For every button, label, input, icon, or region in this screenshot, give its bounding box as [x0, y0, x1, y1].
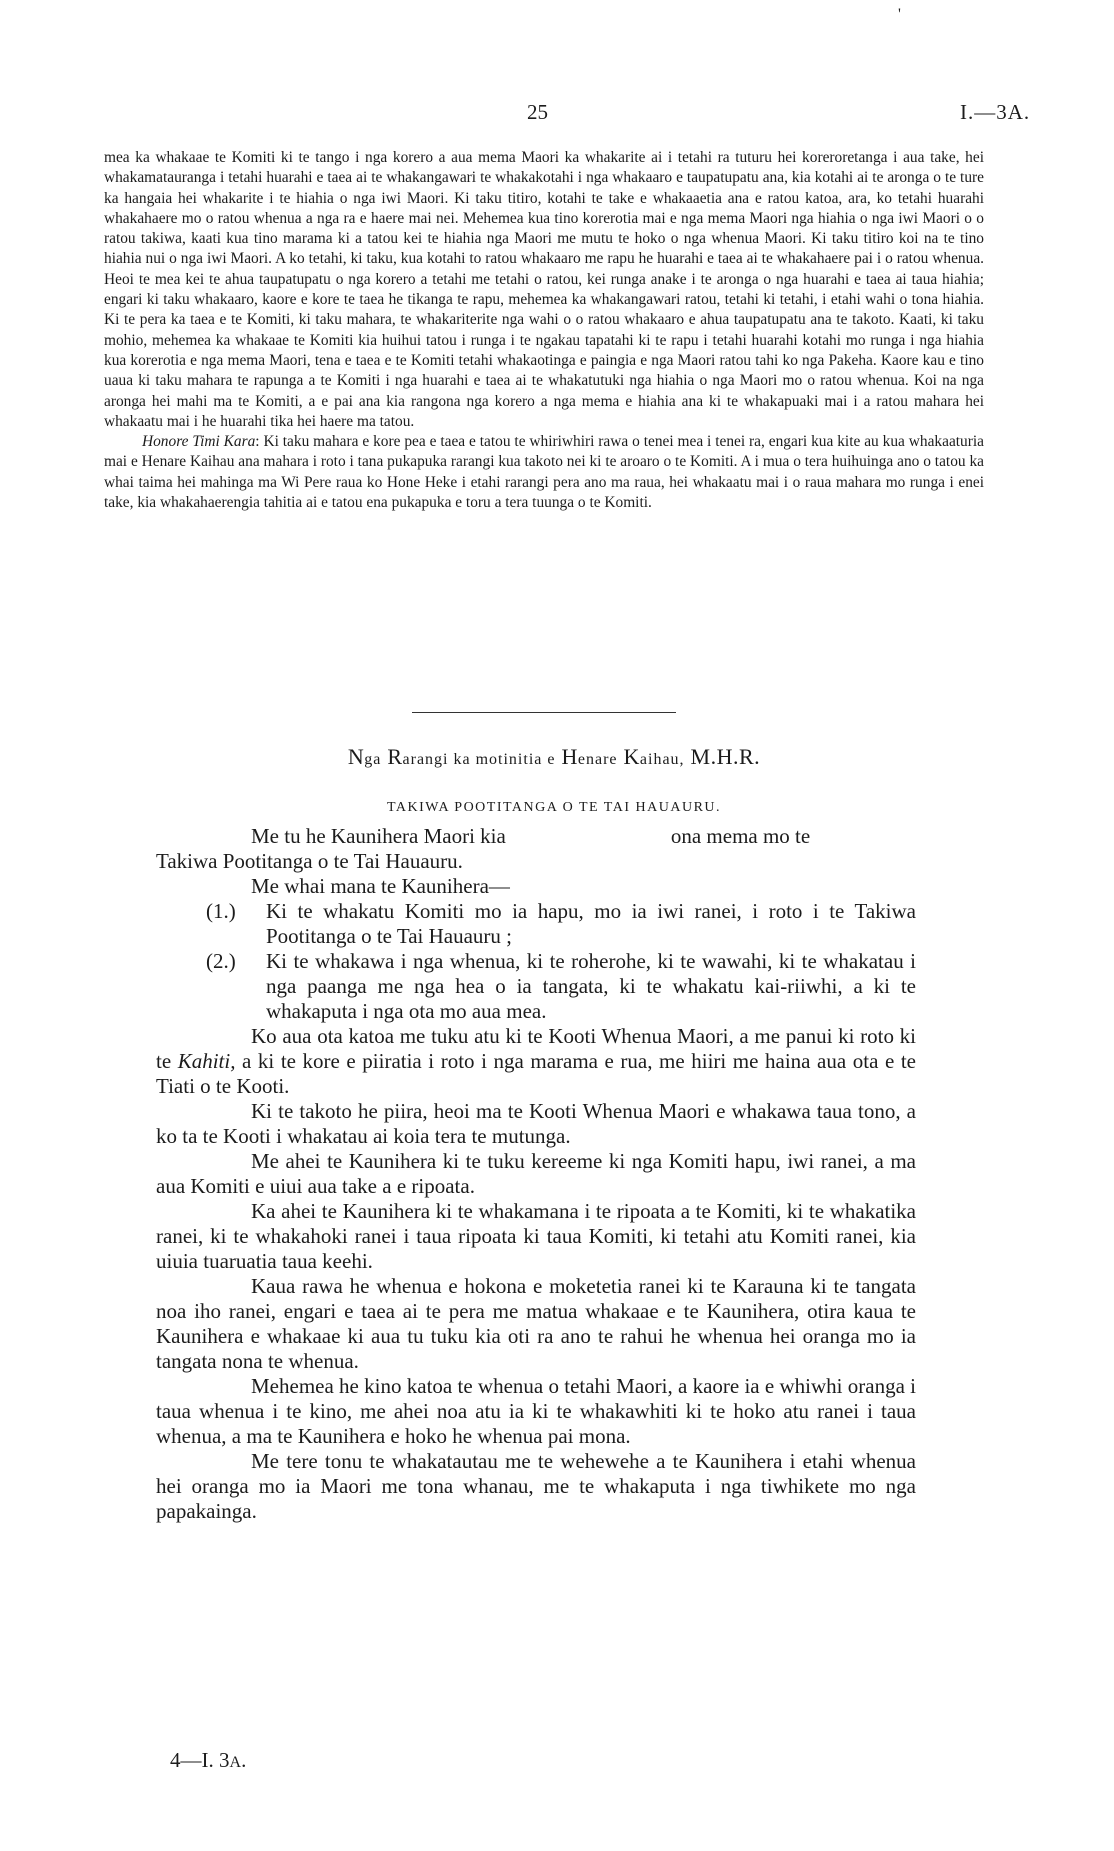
body-line-1 [156, 824, 916, 874]
body-paragraph-9: Me tere tonu te whakatautau me te wehewehe a te Kaunihera i etahi whenua hei oranga mo ia Maori me tona whanau, me te whakaputa i nga tiwhikete mo nga papakainga. [156, 1449, 916, 1523]
body-paragraph-7: Kaua rawa he whenua e hokona e moketetia ranei ki te Karauna ki te tangata noa iho ranei, engari e taea ai te pera me matua whakaae e te Kaunihera, otira kaua te Kaunihera e whakaae ki aua tu tuku kia oti ra ano te rahui he whenua hei oranga mo ia tangata nona te whenua. [156, 1274, 916, 1373]
intro-paragraph-1: mea ka whakaae te Komiti ki te tango i nga korero a aua mema Maori ka whakarite ai i tetahi ra tuturu hei koreroretanga i aua take, hei whakamatauranga i tetahi huarahi e taea ai te whakangawari te whakakotahi i nga whakaaro e taupatupatu ana, kia kotahi ai te aronga o te ture ka hangaia hei whakarite i te hiahia o nga iwi Maori. Ki taku titiro, kotahi te take e whakaaetia ana e ratou katoa, ara, ko tetahi huarahi whakahaere mo o ratou whenua a nga ra e haere mai nei. Mehemea kua tino korerotia mai e nga mema Maori nga hiahia o nga iwi Maori o o ratou takiwa, kaati kua tino marama ki a tatou kei te hiahia nga Maori me mutu te hoko o nga whenua Maori. Ki taku titiro koi na te tino hiahia nui o nga iwi Maori. A ko tetahi, ki taku, kua kotahi to ratou whakaaro me rapu he huarahi e taea ai te whakahaere pai i o ratou whenua. Heoi te mea kei te ahua taupatupatu o nga korero a tetahi me tetahi o ratou, kei runga anake i te aronga o nga huarahi e taea ai taua hiahia; engari ki taku whakaaro, kaore e kore te taea he tikanga te rapu, mehemea ka whakangawari ratou, tetahi ki tetahi, i etahi wahi o tona hiahia. Ki te pera ka taea e te Komiti, ki taku mahara, te whakariterite nga wahi o o ratou whakaaro e ahua taupatupatu ana te takoto. Kaati, ki taku mohio, mehemea ka whakaae te Komiti kia huihui tatou i runga i te ngakau tapatahi ki te rapu i tetahi huarahi kotahi mo runga i nga hiahia kua korerotia e nga mema Maori, tena e taea e te Komiti tetahi whakaotinga e paingia e nga Maori ratou tahi ko nga Pakeha. Kaore kau e tino uaua ki taku mahara te rapunga a te Komiti i nga huarahi e taea ai te whakatutuki nga hiahia o nga Maori mo o ratou whenua. Koi na nga aronga hei mahi ma te Komiti, a e pai ana kia rangona nga korero a nga mema e hiahia ana ki te whakapuaki mai i a ratou mahara hei whakaatu mai i he huarahi tika hei haere ma tatou. [104, 149, 984, 430]
p3-text-b: a ki te kore e piiratia i roto i nga marama e rua, me hiiri me haina aua ota e te Tiati o te Kooti. [156, 1049, 916, 1098]
body-paragraph-6: Ka ahei te Kaunihera ki te whakamana i te ripoata a te Komiti, ki te whakatika ranei, ki te whakahoki ranei i taua ripoata ki taua Komiti, ki tetahi atu Komiti ranei, kia uiuia tuaruatia taua keehi. [156, 1199, 916, 1273]
line1-a: Me tu he Kaunihera Maori kia [251, 824, 506, 848]
stray-mark: ' [898, 6, 901, 23]
heading-mhr: M.H.R. [690, 744, 761, 769]
p3-text-a: Ko aua ota katoa me tuku atu ki te Kooti Whenua Maori, a me panui ki roto ki te [156, 1024, 916, 1073]
signature-number: 4—I. 3 [170, 1748, 230, 1772]
signature-mark [170, 1748, 246, 1773]
speaker-name: Honore Timi Kara [142, 433, 256, 451]
body-paragraph-5: Me ahei te Kaunihera ki te tuku kereeme ki nga Komiti hapu, iwi ranei, a ma aua Komiti e uiui aua take a e ripoata. [156, 1149, 916, 1198]
line1-b: ona mema mo te [670, 824, 811, 848]
list-item-1 [206, 899, 916, 949]
heading-r: R [387, 744, 403, 769]
intro-paragraph-2 [104, 432, 984, 513]
speaker-colon: : [255, 433, 260, 451]
intro-text [104, 148, 984, 513]
kahiti-italic: Kahiti, [177, 1049, 236, 1073]
paper-reference: I.—3A. [960, 100, 1031, 124]
list-item-number: (2.) [206, 949, 236, 973]
signature-a: A [229, 1754, 242, 1771]
body-paragraph-4: Ki te takoto he piira, heoi ma te Kooti Whenua Maori e whakawa taua tono, a ko ta te Kooti i whakatau ai koia tera te mutunga. [156, 1099, 916, 1148]
heading-ga: ga [364, 751, 382, 768]
body-text [156, 824, 916, 1524]
section-divider [412, 712, 676, 713]
heading-k: K [623, 744, 640, 769]
list-item-text: Ki te whakatu Komiti mo ia hapu, mo ia iwi ranei, i roto i te Takiwa Pootitanga o te Tai Hauauru ; [266, 899, 916, 948]
list-item-number: (1.) [206, 899, 236, 923]
body-paragraph-3 [156, 1024, 916, 1099]
heading-n: N [347, 744, 365, 769]
speaker-text: Ki taku mahara e kore pea e taea e tatou te whiriwhiri rawa o tenei mea i tenei ra, engari kua kite au kua whakaaturia mai e Henare Kaihau ana mahara i roto i tana pukapuka rarangi kua takoto nei ki te aroaro o te Komiti. A i mua o tera huihuinga ano o tatou ka whai taima hei mahinga ma Wi Pere raua ko Hone Heke i etahi rarangi pera ano ma raua, hei whakaatu mai i o raua mahara mo runga i enei take, kia whakahaerengia tahitia ai e tatou ena pukapuka e toru a tera tuunga o te Komiti. [104, 433, 984, 512]
body-paragraph-8: Mehemea he kino katoa te whenua o tetahi Maori, a kaore ia e whiwhi oranga i taua whenua i te kino, me ahei noa atu ia ki te whakawhiti ki te hoko atu ranei i taua whenua, a ma te Kaunihera e hoko he whenua pai mona. [156, 1374, 916, 1448]
signature-dot: . [241, 1748, 247, 1772]
heading-enare: enare [577, 751, 618, 768]
heading-aihau: aihau, [639, 751, 685, 768]
section-heading [104, 744, 1004, 770]
heading-h: H [561, 744, 578, 769]
list-item-text: Ki te whakawa i nga whenua, ki te roherohe, ki te wawahi, ki te whakatau i nga paanga me nga hea o ia tangata, ki te whakatu kai-riiwhi, a ki te whakaputa i nga ota mo aua mea. [266, 949, 916, 1023]
section-subheading: TAKIWA POOTITANGA O TE TAI HAUAURU. [386, 800, 722, 815]
line1-c: Takiwa Pootitanga o te Tai Hauauru. [156, 849, 463, 873]
heading-arangi: arangi ka motinitia e [402, 751, 556, 768]
page-number: 25 [527, 100, 548, 124]
list-item-2 [206, 949, 916, 1024]
body-line-2: Me whai mana te Kaunihera— [251, 874, 510, 898]
